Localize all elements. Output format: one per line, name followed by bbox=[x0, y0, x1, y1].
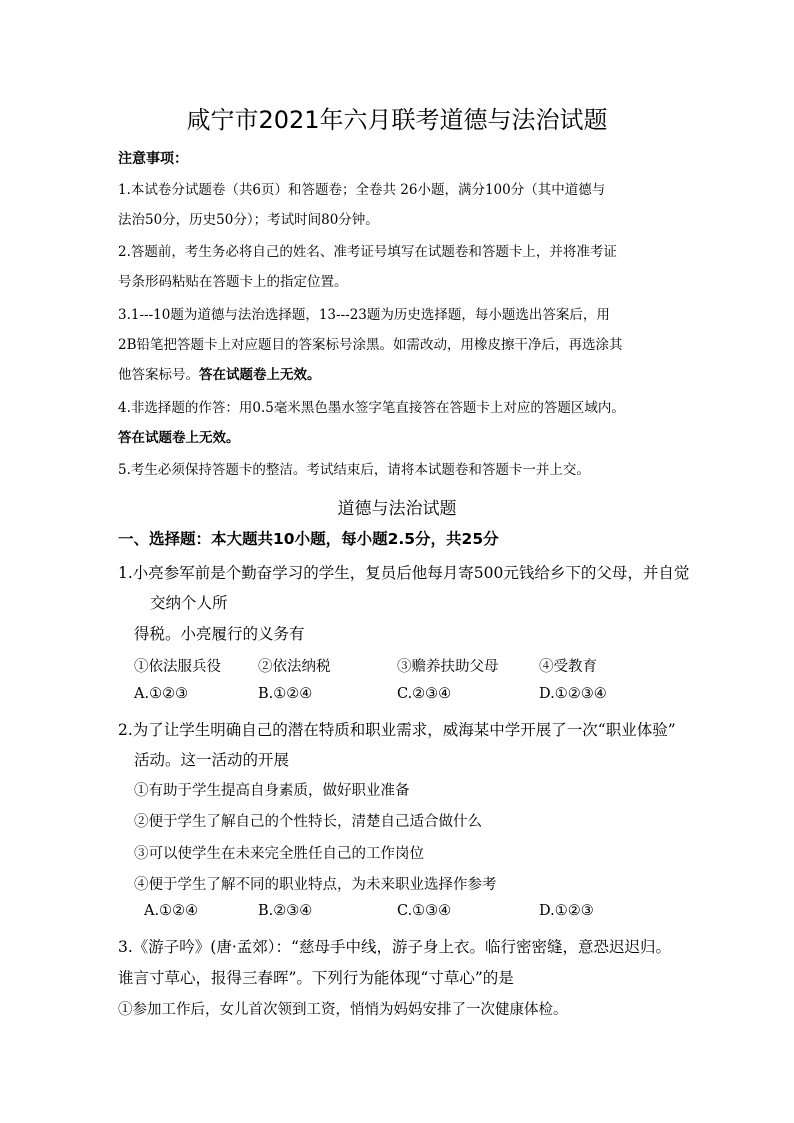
q1-answer-d: D.①②③④ bbox=[539, 686, 607, 702]
notice-line-10: 5.考生必须保持答题卡的整洁。考试结束后，请将本试题卷和答题卡一并上交。 bbox=[118, 462, 590, 478]
notice-heading: 注意事项： bbox=[118, 151, 188, 167]
notice-line-7 bbox=[118, 363, 321, 383]
q1-item-4: ④受教育 bbox=[539, 659, 597, 675]
q3-item-1: ①参加工作后，女儿首次领到工资，悄悄为妈妈安排了一次健康体检。 bbox=[118, 1002, 568, 1018]
q2-item-4: ④便于学生了解不同的职业特点，为未来职业选择作参考 bbox=[134, 877, 497, 893]
q1-line-3: 得税。小亮履行的义务有 bbox=[134, 625, 305, 643]
q1-answer-a: A.①②③ bbox=[134, 686, 189, 702]
q1-answer-b: B.①②④ bbox=[258, 686, 313, 702]
q1-answer-c: C.②③④ bbox=[397, 686, 452, 702]
notice-line-5: 3.1---10题为道德与法治选择题，13---23题为历史选择题，每小题选出答案后，用 bbox=[118, 307, 610, 323]
notice-line-9: 答在试题卷上无效。 bbox=[118, 430, 240, 446]
q1-item-2: ②依法纳税 bbox=[258, 659, 331, 675]
notice-line-4: 号条形码粘贴在答题卡上的指定位置。 bbox=[118, 274, 348, 290]
q2-answer-c: C.①③④ bbox=[397, 903, 452, 919]
q2-item-2: ②便于学生了解自己的个性特长，清楚自己适合做什么 bbox=[134, 814, 482, 830]
notice-line-7-text: 他答案标号。 bbox=[118, 367, 199, 383]
q2-answer-b: B.②③④ bbox=[258, 903, 313, 919]
notice-line-6: 2B铅笔把答题卡上对应题目的答案标号涂黑。如需改动，用橡皮擦干净后，再选涂其 bbox=[118, 337, 623, 353]
q2-item-1: ①有助于学生提高自身素质，做好职业准备 bbox=[134, 783, 410, 799]
q1-item-3: ③赡养扶助父母 bbox=[397, 659, 499, 675]
notice-line-8: 4.非选择题的作答：用0.5毫米黑色墨水签字笔直接答在答题卡上对应的答题区域内。 bbox=[118, 400, 625, 416]
q3-line-2: 谁言寸草心，报得三春晖”。下列行为能体现“寸草心”的是 bbox=[118, 969, 514, 987]
q3-line-1: 3.《游子吟》(唐·孟郊）：“慈母手中线，游子身上衣。临行密密缝，意恐迟迟归。 bbox=[118, 938, 671, 956]
q2-answer-d: D.①②③ bbox=[539, 903, 594, 919]
q1-line-1: 1.小亮参军前是个勤奋学习的学生，复员后他每月寄500元钱给乡下的父母，并自觉 bbox=[118, 564, 690, 582]
q1-item-1: ①依法服兵役 bbox=[134, 659, 221, 675]
page-title: 咸宁市2021年六月联考道德与法治试题 bbox=[186, 106, 608, 134]
q2-line-1: 2.为了让学生明确自己的潜在特质和职业需求，威海某中学开展了一次“职业体验” bbox=[118, 721, 676, 739]
q1-line-2: 交纳个人所 bbox=[150, 594, 228, 612]
notice-line-2: 法治50分，历史50分）；考试时间80分钟。 bbox=[118, 212, 379, 228]
notice-line-7-emphasis: 答在试题卷上无效。 bbox=[199, 367, 321, 383]
notice-line-1: 1.本试卷分试题卷（共6页）和答题卷；全卷共 26小题，满分100分（其中道德与 bbox=[118, 182, 606, 198]
q2-line-2: 活动。这一活动的开展 bbox=[134, 751, 290, 769]
section-heading: 一、选择题：本大题共10小题，每小题2.5分，共25分 bbox=[118, 530, 499, 548]
q2-answer-a: A.①②④ bbox=[144, 903, 199, 919]
section-title: 道德与法治试题 bbox=[337, 499, 457, 519]
q2-item-3: ③可以使学生在未来完全胜任自己的工作岗位 bbox=[134, 846, 424, 862]
notice-line-3: 2.答题前，考生务必将自己的姓名、准考证号填写在试题卷和答题卡上，并将准考证 bbox=[118, 244, 617, 260]
